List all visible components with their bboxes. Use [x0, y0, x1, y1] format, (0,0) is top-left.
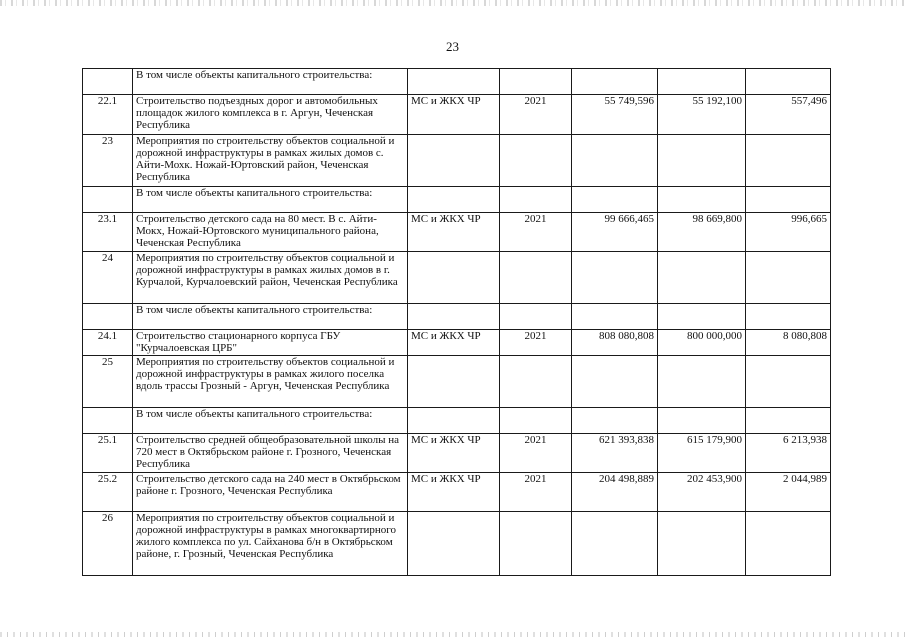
cell-responsible — [408, 187, 500, 213]
table-row — [83, 330, 831, 356]
cell-total: 55 749,596 — [572, 95, 658, 135]
cell-description: В том числе объекты капитального строительства: — [133, 187, 408, 213]
cell-regional — [746, 135, 831, 187]
cell-total: 99 666,465 — [572, 213, 658, 252]
table-row — [83, 135, 831, 187]
cell-federal — [658, 512, 746, 576]
cell-year — [500, 356, 572, 408]
cell-responsible — [408, 356, 500, 408]
cell-description: Строительство подъездных дорог и автомобильных площадок жилого комплекса в г. Аргун, Чеченская Республика — [133, 95, 408, 135]
cell-responsible — [408, 252, 500, 304]
cell-responsible: МС и ЖКХ ЧР — [408, 95, 500, 135]
cell-description: Мероприятия по строительству объектов социальной и дорожной инфраструктуры в рамках жилых домов с. Айти-Мохк. Ножай-Юртовский район, Чеченская Республика — [133, 135, 408, 187]
cell-federal — [658, 135, 746, 187]
cell-description: Мероприятия по строительству объектов социальной и дорожной инфраструктуры в рамках жилых домов в г. Курчалой, Курчалоевский район, Чеченская Республика — [133, 252, 408, 304]
cell-description: В том числе объекты капитального строительства: — [133, 304, 408, 330]
cell-responsible — [408, 135, 500, 187]
cell-year — [500, 252, 572, 304]
cell-year: 2021 — [500, 95, 572, 135]
table-row — [83, 252, 831, 304]
cell-responsible: МС и ЖКХ ЧР — [408, 473, 500, 512]
cell-number: 25.2 — [83, 473, 133, 512]
cell-description: В том числе объекты капитального строительства: — [133, 69, 408, 95]
cell-number: 25 — [83, 356, 133, 408]
cell-federal — [658, 252, 746, 304]
cell-year — [500, 69, 572, 95]
cell-federal: 615 179,900 — [658, 434, 746, 473]
cell-total: 621 393,838 — [572, 434, 658, 473]
cell-responsible: МС и ЖКХ ЧР — [408, 434, 500, 473]
cell-regional — [746, 408, 831, 434]
scan-noise-bottom — [0, 632, 905, 637]
table-row — [83, 95, 831, 135]
cell-number: 26 — [83, 512, 133, 576]
cell-federal — [658, 69, 746, 95]
cell-federal: 98 669,800 — [658, 213, 746, 252]
cell-total — [572, 69, 658, 95]
cell-number — [83, 187, 133, 213]
cell-regional — [746, 304, 831, 330]
table-row — [83, 69, 831, 95]
cell-year — [500, 135, 572, 187]
cell-federal — [658, 356, 746, 408]
cell-federal: 55 192,100 — [658, 95, 746, 135]
cell-total — [572, 512, 658, 576]
cell-year — [500, 512, 572, 576]
cell-regional: 2 044,989 — [746, 473, 831, 512]
cell-number: 22.1 — [83, 95, 133, 135]
table-row — [83, 434, 831, 473]
cell-total: 204 498,889 — [572, 473, 658, 512]
cell-regional: 557,496 — [746, 95, 831, 135]
table-row — [83, 187, 831, 213]
cell-year — [500, 304, 572, 330]
cell-responsible — [408, 304, 500, 330]
cell-total — [572, 304, 658, 330]
table-row — [83, 213, 831, 252]
cell-federal — [658, 187, 746, 213]
cell-regional: 8 080,808 — [746, 330, 831, 356]
table-row — [83, 512, 831, 576]
cell-regional — [746, 187, 831, 213]
cell-federal: 202 453,900 — [658, 473, 746, 512]
cell-year: 2021 — [500, 473, 572, 512]
cell-responsible — [408, 408, 500, 434]
page-number: 23 — [446, 39, 459, 54]
cell-regional — [746, 512, 831, 576]
cell-number: 23 — [83, 135, 133, 187]
cell-description: Строительство средней общеобразовательной школы на 720 мест в Октябрьском районе г. Грозного, Чеченская Республика — [133, 434, 408, 473]
cell-number: 24 — [83, 252, 133, 304]
cell-year: 2021 — [500, 213, 572, 252]
cell-description: Строительство детского сада на 80 мест. В с. Айти-Мокх, Ножай-Юртовского муниципального района, Чеченская Республика — [133, 213, 408, 252]
cell-responsible — [408, 69, 500, 95]
cell-total: 808 080,808 — [572, 330, 658, 356]
cell-federal — [658, 408, 746, 434]
table-row — [83, 304, 831, 330]
cell-description: Строительство стационарного корпуса ГБУ "Курчалоевская ЦРБ" — [133, 330, 408, 356]
cell-total — [572, 252, 658, 304]
scan-noise-top — [0, 0, 905, 6]
table-row — [83, 473, 831, 512]
cell-number — [83, 408, 133, 434]
cell-total — [572, 135, 658, 187]
cell-year — [500, 187, 572, 213]
cell-regional — [746, 356, 831, 408]
cell-year: 2021 — [500, 434, 572, 473]
cell-total — [572, 187, 658, 213]
cell-federal — [658, 304, 746, 330]
cell-responsible: МС и ЖКХ ЧР — [408, 213, 500, 252]
cell-total — [572, 408, 658, 434]
table-row — [83, 356, 831, 408]
cell-number: 25.1 — [83, 434, 133, 473]
cell-year: 2021 — [500, 330, 572, 356]
cell-number: 23.1 — [83, 213, 133, 252]
cell-description: Мероприятия по строительству объектов социальной и дорожной инфраструктуры в рамках жилого поселка вдоль трассы Грозный - Аргун, Чеченская Республика — [133, 356, 408, 408]
cell-regional: 996,665 — [746, 213, 831, 252]
cell-federal: 800 000,000 — [658, 330, 746, 356]
cell-description: В том числе объекты капитального строительства: — [133, 408, 408, 434]
cell-number — [83, 304, 133, 330]
cell-responsible — [408, 512, 500, 576]
cell-number — [83, 69, 133, 95]
cell-regional — [746, 69, 831, 95]
cell-regional: 6 213,938 — [746, 434, 831, 473]
cell-description: Мероприятия по строительству объектов социальной и дорожной инфраструктуры в рамках многоквартирного жилого комплекса по ул. Сайханова б/н в Октябрьском районе, г. Грозный, Чеченская Республика — [133, 512, 408, 576]
program-table — [82, 68, 831, 576]
cell-responsible: МС и ЖКХ ЧР — [408, 330, 500, 356]
cell-total — [572, 356, 658, 408]
table-row — [83, 408, 831, 434]
cell-year — [500, 408, 572, 434]
cell-description: Строительство детского сада на 240 мест в Октябрьском районе г. Грозного, Чеченская Республика — [133, 473, 408, 512]
cell-number: 24.1 — [83, 330, 133, 356]
cell-regional — [746, 252, 831, 304]
